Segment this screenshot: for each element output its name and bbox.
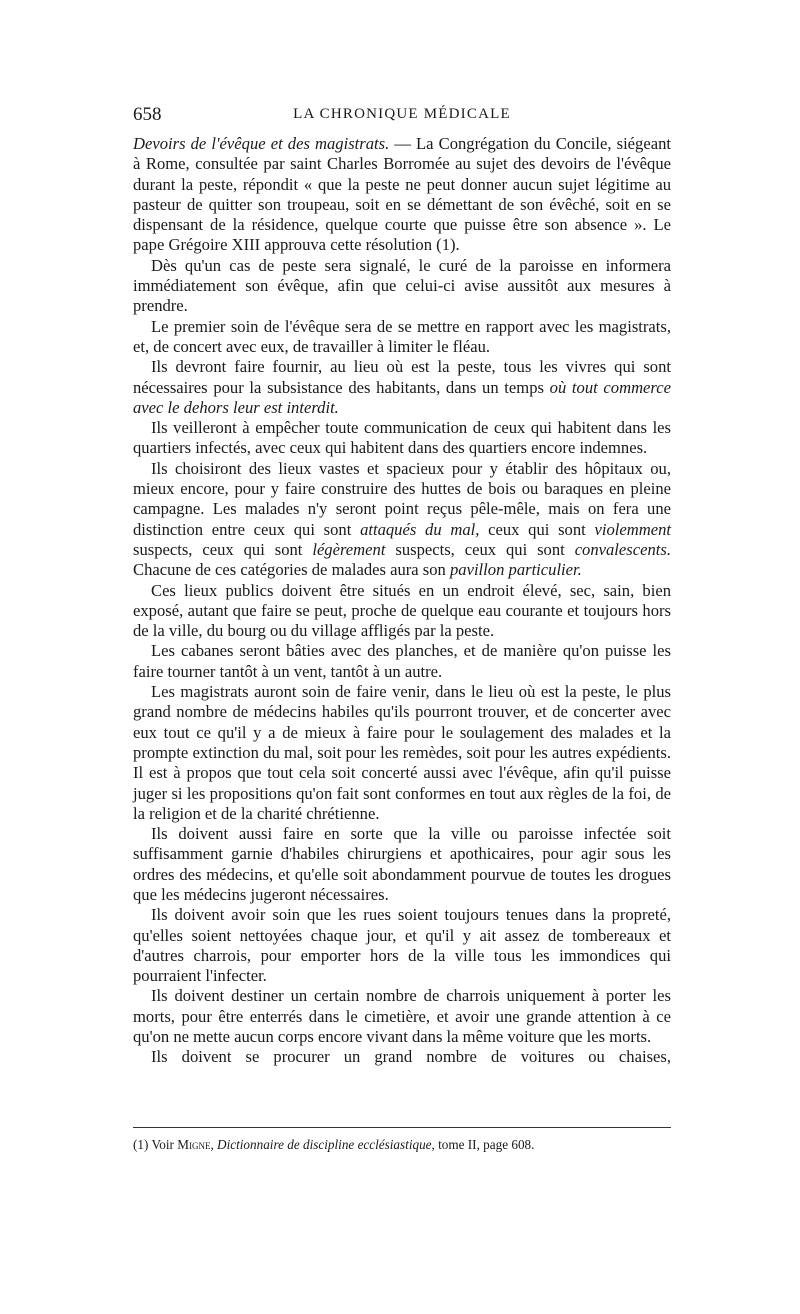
paragraph-text: suspects, ceux qui sont: [133, 539, 313, 559]
paragraph: [133, 357, 671, 418]
paragraph-text: suspects, ceux qui sont: [385, 539, 575, 559]
footnote: [133, 1136, 671, 1153]
paragraph: Ils doivent destiner un certain nombre de charrois uniquement à porter les morts, pour être enterrés dans le cimetière, et avoir une grande attention à ce qu'on ne mette aucun corps encore vivant dans la même voiture que les morts.: [133, 986, 671, 1047]
paragraph: Ils doivent aussi faire en sorte que la ville ou paroisse infectée soit suffisamment garnie d'habiles chirurgiens et apothicaires, pour agir sous les ordres des médecins, et qu'elle soit abondamment pourvue de toutes les drogues que les médecins jugeront nécessaires.: [133, 824, 671, 904]
paragraph: Dès qu'un cas de peste sera signalé, le curé de la paroisse en informera immédiatement son évêque, afin que celui-ci avise aussitôt aux mesures à prendre.: [133, 255, 671, 316]
emphasis: violemment: [594, 519, 671, 539]
footnote-marker: (1): [133, 1137, 149, 1152]
emphasis: où tout commerce avec le dehors leur est interdit.: [133, 377, 671, 417]
paragraph-text: — La Congrégation du Concile, siégeant à Rome, consultée par saint Charles Borromée au sujet des devoirs de l'évêque durant la peste, répondit « que la peste ne peut donner aucun sujet légitime au pasteur de quitter son troupeau, soit en se démettant de son évêché, soit en se dispensant de la résidence, quelque courte que puisse être son absence ». Le pape Grégoire XIII approuva cette résolution: [133, 134, 671, 255]
paragraph: Les magistrats auront soin de faire venir, dans le lieu où est la peste, le plus grand nombre de médecins habiles qu'ils pourront trouver, et de concerter avec eux tout ce qu'il y a de mieux à faire pour le soulagement des malades et la prompte extinction du mal, soit pour les remèdes, soit pour les autres expédients. Il est à propos que tout cela soit concerté aussi avec l'évêque, afin qu'il puisse juger si les propositions qu'on fait sont conformes en tout aux règles de la foi, de la religion et de la charité chrétienne.: [133, 682, 671, 823]
paragraph: Le premier soin de l'évêque sera de se mettre en rapport avec les magistrats, et, de concert avec eux, de travailler à limiter le fléau.: [133, 316, 671, 356]
footnote-divider: [133, 1127, 671, 1128]
paragraph: [133, 134, 671, 256]
paragraph-text: Ils choisiront des lieux vastes et spacieux pour y établir des hôpitaux ou, mieux encore, pour y faire construire des huttes de bois ou baraques en pleine campagne. Les malades n'y seront point reçus pêle-mêle, mais on fera une distinction entre ceux qui sont: [133, 458, 671, 539]
paragraph: Ces lieux publics doivent être situés en un endroit élevé, sec, sain, bien exposé, autant que faire se peut, proche de quelque eau courante et toujours hors de la ville, du bourg ou du village affligés par la peste.: [133, 580, 671, 641]
body-text: [133, 134, 671, 1068]
paragraph-text: Ils devront faire fournir, au lieu où est la peste, tous les vivres qui sont nécessaires pour la subsistance des habitants, dans un temps: [133, 357, 671, 397]
emphasis: pavillon particulier.: [449, 560, 582, 580]
footnote-reference: (1): [436, 235, 456, 255]
page-header: [133, 104, 671, 130]
paragraph: Ils doivent avoir soin que les rues soient toujours tenues dans la propreté, qu'elles soient nettoyées chaque jour, et qu'il y ait assez de tombereaux et d'autres charrois, pour emporter hors de la ville tous les immondices qui pourraient l'infecter.: [133, 905, 671, 986]
footnote-author: Migne: [177, 1137, 211, 1152]
paragraph: Les cabanes seront bâties avec des planches, et de manière qu'on puisse les faire tourner tantôt à un vent, tantôt à un autre.: [133, 641, 671, 681]
section-heading: Devoirs de l'évêque et des magistrats.: [133, 134, 390, 153]
paragraph: Ils doivent se procurer un grand nombre de voitures ou chaises,: [151, 1047, 671, 1067]
paragraph-text: .: [455, 235, 460, 255]
emphasis: attaqués du mal,: [360, 519, 480, 539]
emphasis: convalescents.: [574, 539, 671, 559]
paragraph-text: Chacune de ces catégories de malades aura son: [133, 560, 450, 580]
page-number: 658: [133, 104, 162, 125]
paragraph: [133, 459, 671, 581]
paragraph: Ils veilleront à empêcher toute communication de ceux qui habitent dans les quartiers infectés, avec ceux qui habitent dans des quartiers encore indemnes.: [133, 418, 671, 458]
footnote-text: ,: [210, 1137, 218, 1152]
footnote-text: Voir: [148, 1137, 178, 1152]
footnote-title: Dictionnaire de discipline ecclésiastique: [217, 1137, 432, 1152]
running-title: LA CHRONIQUE MÉDICALE: [293, 106, 511, 122]
footnote-text: , tome II, page 608.: [431, 1137, 535, 1152]
emphasis: légèrement: [312, 539, 386, 559]
paragraph-text: ceux qui sont: [479, 519, 595, 539]
